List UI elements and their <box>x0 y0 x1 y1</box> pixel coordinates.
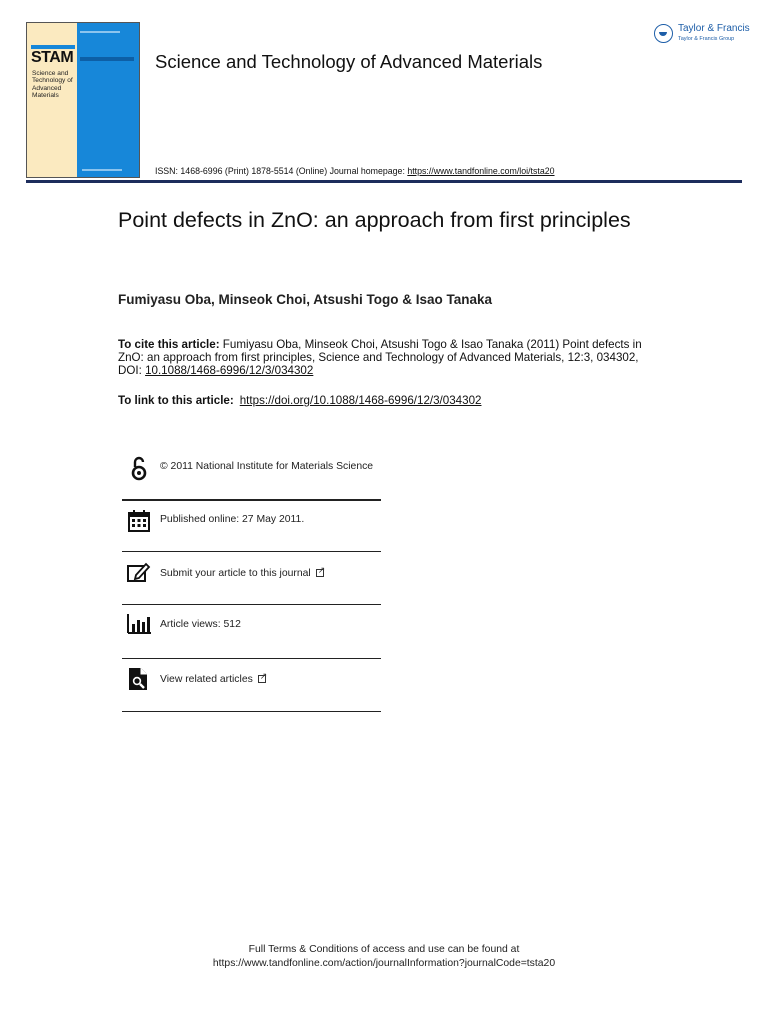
cover-decoration <box>80 57 134 61</box>
open-access-icon <box>126 456 152 482</box>
open-access-row <box>122 456 381 496</box>
external-link-icon <box>258 675 266 683</box>
article-authors: Fumiyasu Oba, Minseok Choi, Atsushi Togo & Isao Tanaka <box>118 292 493 307</box>
publisher-name: Taylor & Francis <box>678 23 750 34</box>
related-articles-icon <box>126 666 152 692</box>
views-row <box>122 610 381 656</box>
cover-decoration <box>80 31 120 33</box>
header-rule <box>26 180 742 183</box>
terms-url[interactable]: https://www.tandfonline.com/action/journalInformation?journalCode=tsta20 <box>212 957 556 969</box>
cover-decoration <box>82 169 122 171</box>
related-row[interactable] <box>122 664 381 710</box>
submit-label: Submit your article to this journal <box>160 568 311 579</box>
cover-subtitle: Science and Technology of Advanced Materials <box>32 70 73 100</box>
citation <box>118 338 658 378</box>
submit-row[interactable] <box>122 558 381 604</box>
divider <box>122 711 381 712</box>
divider <box>122 658 381 659</box>
doi-link[interactable]: 10.1088/1468-6996/12/3/034302 <box>145 364 314 378</box>
article-views: Article views: 512 <box>160 619 241 630</box>
article-doi-link[interactable]: https://doi.org/10.1088/1468-6996/12/3/034302 <box>239 394 482 407</box>
published-date: Published online: 27 May 2011. <box>160 514 305 525</box>
submit-article-link[interactable] <box>160 568 375 580</box>
publisher-logo[interactable] <box>654 22 750 46</box>
calendar-icon <box>126 508 152 534</box>
journal-homepage-link[interactable]: https://www.tandfonline.com/loi/tsta20 <box>407 166 555 176</box>
cover-panel-right <box>77 23 139 177</box>
issn-line <box>155 166 555 176</box>
divider <box>122 499 381 501</box>
issn-text: ISSN: 1468-6996 (Print) 1878-5514 (Online) Journal homepage: <box>155 166 408 176</box>
bar-chart-icon <box>126 611 152 637</box>
related-articles-link[interactable] <box>160 674 375 686</box>
cite-text: Fumiyasu Oba, Minseok Choi, Atsushi Togo & Isao Tanaka (2011) Point defects in ZnO: an approach from first principles, Science and Technology of Advanced Materials, 12:3, 034302, DOI: <box>118 338 642 378</box>
published-row <box>122 506 381 550</box>
divider <box>122 551 381 552</box>
link-label: To link to this article: <box>118 394 234 407</box>
cover-abbrev: STAM <box>31 49 74 66</box>
article-title: Point defects in ZnO: an approach from first principles <box>118 208 631 232</box>
edit-icon <box>126 560 152 586</box>
related-label: View related articles <box>160 674 253 685</box>
publisher-subname: Taylor & Francis Group <box>678 36 735 42</box>
article-link-line <box>118 394 481 407</box>
journal-cover <box>26 22 140 178</box>
terms-footer <box>0 943 768 970</box>
publisher-logo-icon <box>654 24 673 43</box>
cite-label: To cite this article: <box>118 338 220 351</box>
copyright-text: © 2011 National Institute for Materials Science <box>160 461 374 472</box>
terms-line: Full Terms & Conditions of access and use can be found at <box>248 944 520 955</box>
external-link-icon <box>316 569 324 577</box>
divider <box>122 604 381 605</box>
journal-title[interactable]: Science and Technology of Advanced Materials <box>155 51 543 72</box>
